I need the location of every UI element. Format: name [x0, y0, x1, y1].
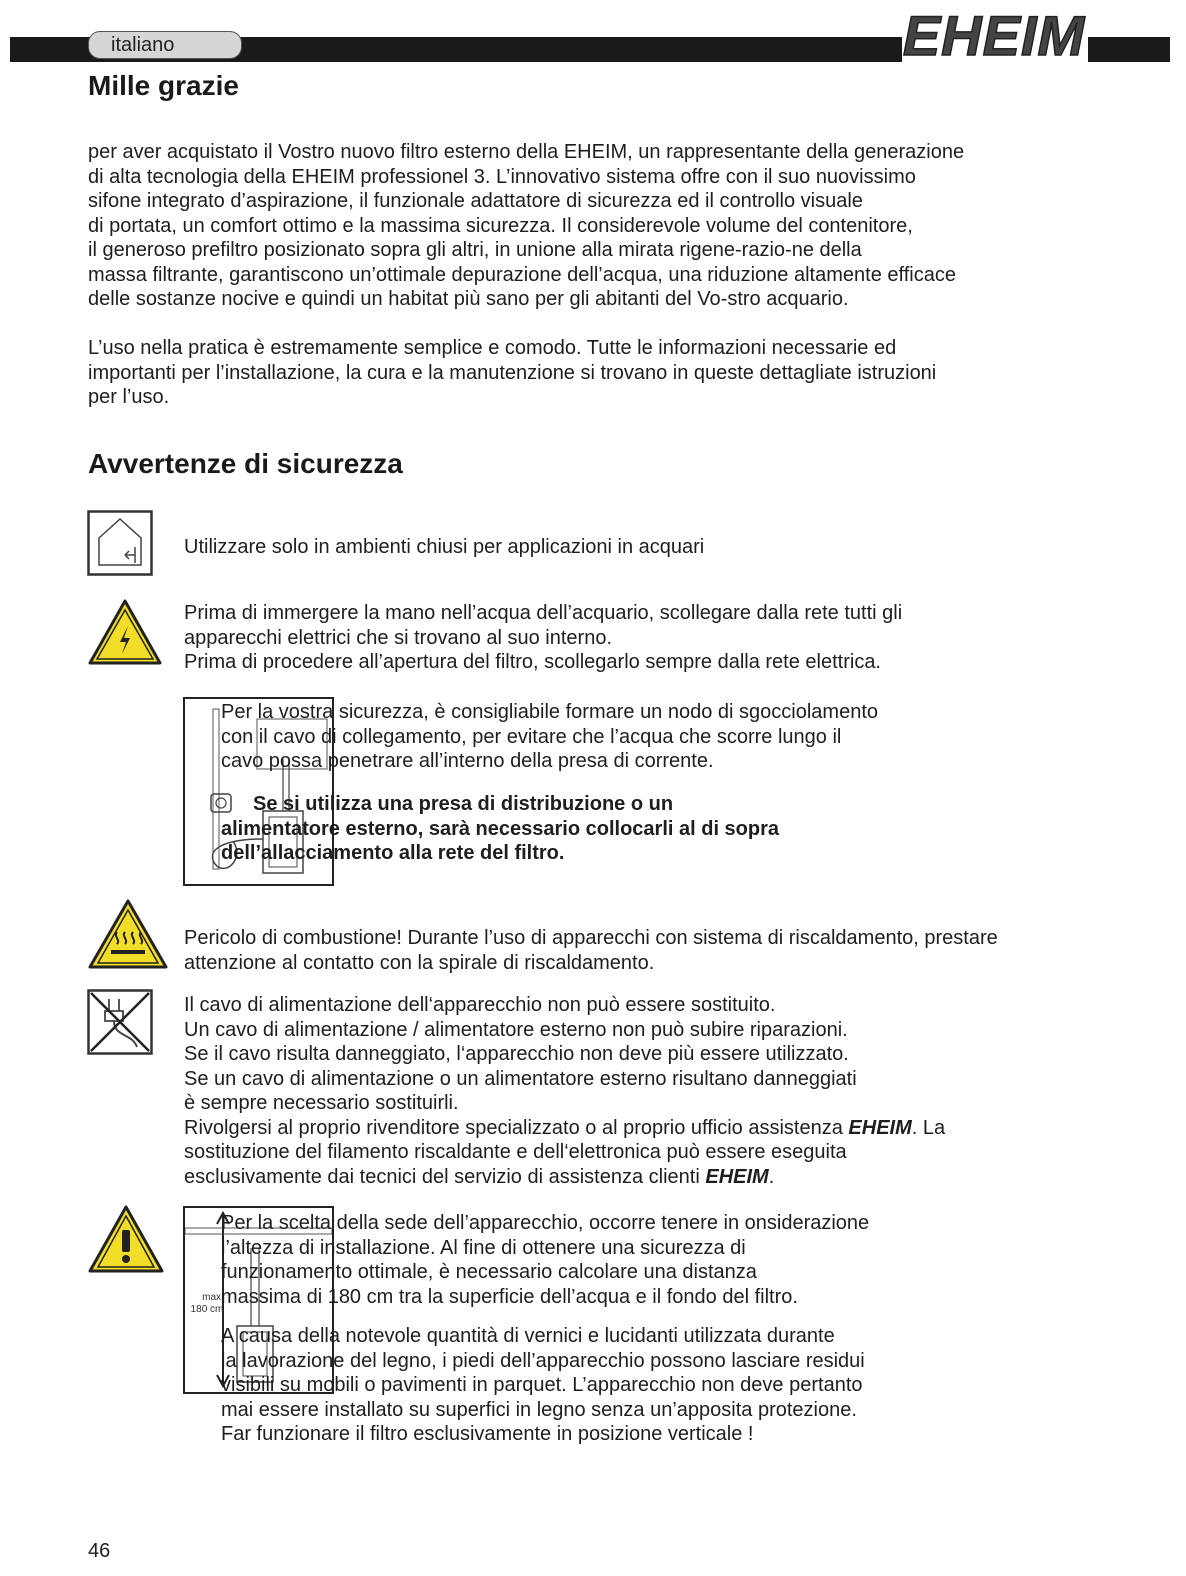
intro-paragraph-2: L’uso nella pratica è estremamente semplice e comodo. Tutte le informazioni necessarie ed importanti per l’installazione, la cura e la manutenzione si trovano in queste dettagliate istruzioni per l’uso. — [88, 337, 937, 408]
no-cable-replacement-icon — [87, 989, 153, 1055]
cable-text: Il cavo di alimentazione dell‘apparecchio non può essere sostituito. Un cavo di alimentazione / alimentatore esterno non può subire riparazioni. Se il cavo risulta danneggiato, l‘apparecchio non deve più essere utilizzato. Se un cavo di alimentazione o un alimentatore esterno risultano danneggiati è sempre necessario sostituirli. Rivolgersi al proprio rivenditore specializzato o al proprio ufficio assistenza EHEIM. La sostituzione del filamento riscaldante e dell‘elettronica può essere eseguita esclusivamente dai tecnici del servizio di assistenza clienti EHEIM. — [184, 994, 946, 1188]
logo-text: EHEIM — [902, 6, 1086, 64]
diagram-label-180cm: 180 cm — [190, 1304, 224, 1315]
electric-text: Prima di immergere la mano nell’acqua dell’acquario, scollegare dalla rete tutti gli apparecchi elettrici che si trovano al suo interno. Prima di procedere all’apertura del filtro, scollegarlo sempre dalla rete elettrica. — [184, 602, 903, 673]
page-number: 46 — [88, 1540, 111, 1562]
intro-paragraph-1: per aver acquistato il Vostro nuovo filtro esterno della EHEIM, un rappresentante della generazione di alta tecnologia della EHEIM professionel 3. L’innovativo sistema offre con il suo nuovissimo sifone integrato d’aspirazione, il funzionale adattatore di sicurezza ed il controllo visuale di portata, un comfort ottimo e la massima sicurezza. Il considerevole volume del contenitore, il generoso prefiltro posizionato sopra gli altri, in unione alla mirata rigene-razio-ne della massa filtrante, garantiscono un’ottimale depurazione dell’acqua, una riduzione altamente efficace delle sostanze nocive e quindi un habitat più sano per gli abitanti del Vo-stro acquario. — [88, 141, 965, 310]
electric-hazard-icon — [87, 598, 163, 666]
eheim-logo — [902, 6, 1088, 64]
hot-text: Pericolo di combustione! Durante l’uso di apparecchi con sistema di riscaldamento, prestare attenzione al contatto con la spirale di riscaldamento. — [184, 927, 998, 974]
wood-warning-text: A causa della notevole quantità di vernici e lucidanti utilizzata durante la lavorazione del legno, i piedi dell’apparecchio possono lasciare residui visibili su mobili o pavimenti in parquet. L’apparecchio non deve pertanto mai essere installato su superfici in legno senza un’apposita protezione. Far funzionare il filtro esclusivamente in posizione verticale ! — [221, 1325, 865, 1445]
safety-title: Avvertenze di sicurezza — [88, 448, 403, 479]
drip-loop-bold-text: Se si utilizza una presa di distribuzione o un alimentatore esterno, sarà necessario collocarli al di sopra dell’allacciamento alla rete del filtro. — [221, 793, 780, 864]
hot-surface-icon — [87, 898, 169, 970]
diagram-label-max: max. — [202, 1292, 224, 1303]
indoor-use-icon — [87, 510, 153, 576]
intro-title: Mille grazie — [88, 70, 239, 101]
brand-name: EHEIM — [705, 1165, 769, 1188]
warning-icon — [87, 1204, 165, 1274]
placement-text: Per la scelta della sede dell’apparecchio, occorre tenere in onsiderazione l’altezza di installazione. Al fine di ottenere una sicurezza di funzionamento ottimale, è necessario calcolare una distanza massima di 180 cm tra la superficie dell’acqua e il fondo del filtro. — [221, 1212, 870, 1308]
drip-loop-text: Per la vostra sicurezza, è consigliabile formare un nodo di sgocciolamento con il cavo di collegamento, per evitare che l’acqua che scorre lungo il cavo possa penetrare all’interno della presa di corrente. — [221, 701, 879, 772]
language-tab: italiano — [88, 31, 242, 59]
indoor-text: Utilizzare solo in ambienti chiusi per applicazioni in acquari — [184, 536, 705, 558]
brand-name: EHEIM — [848, 1116, 912, 1139]
